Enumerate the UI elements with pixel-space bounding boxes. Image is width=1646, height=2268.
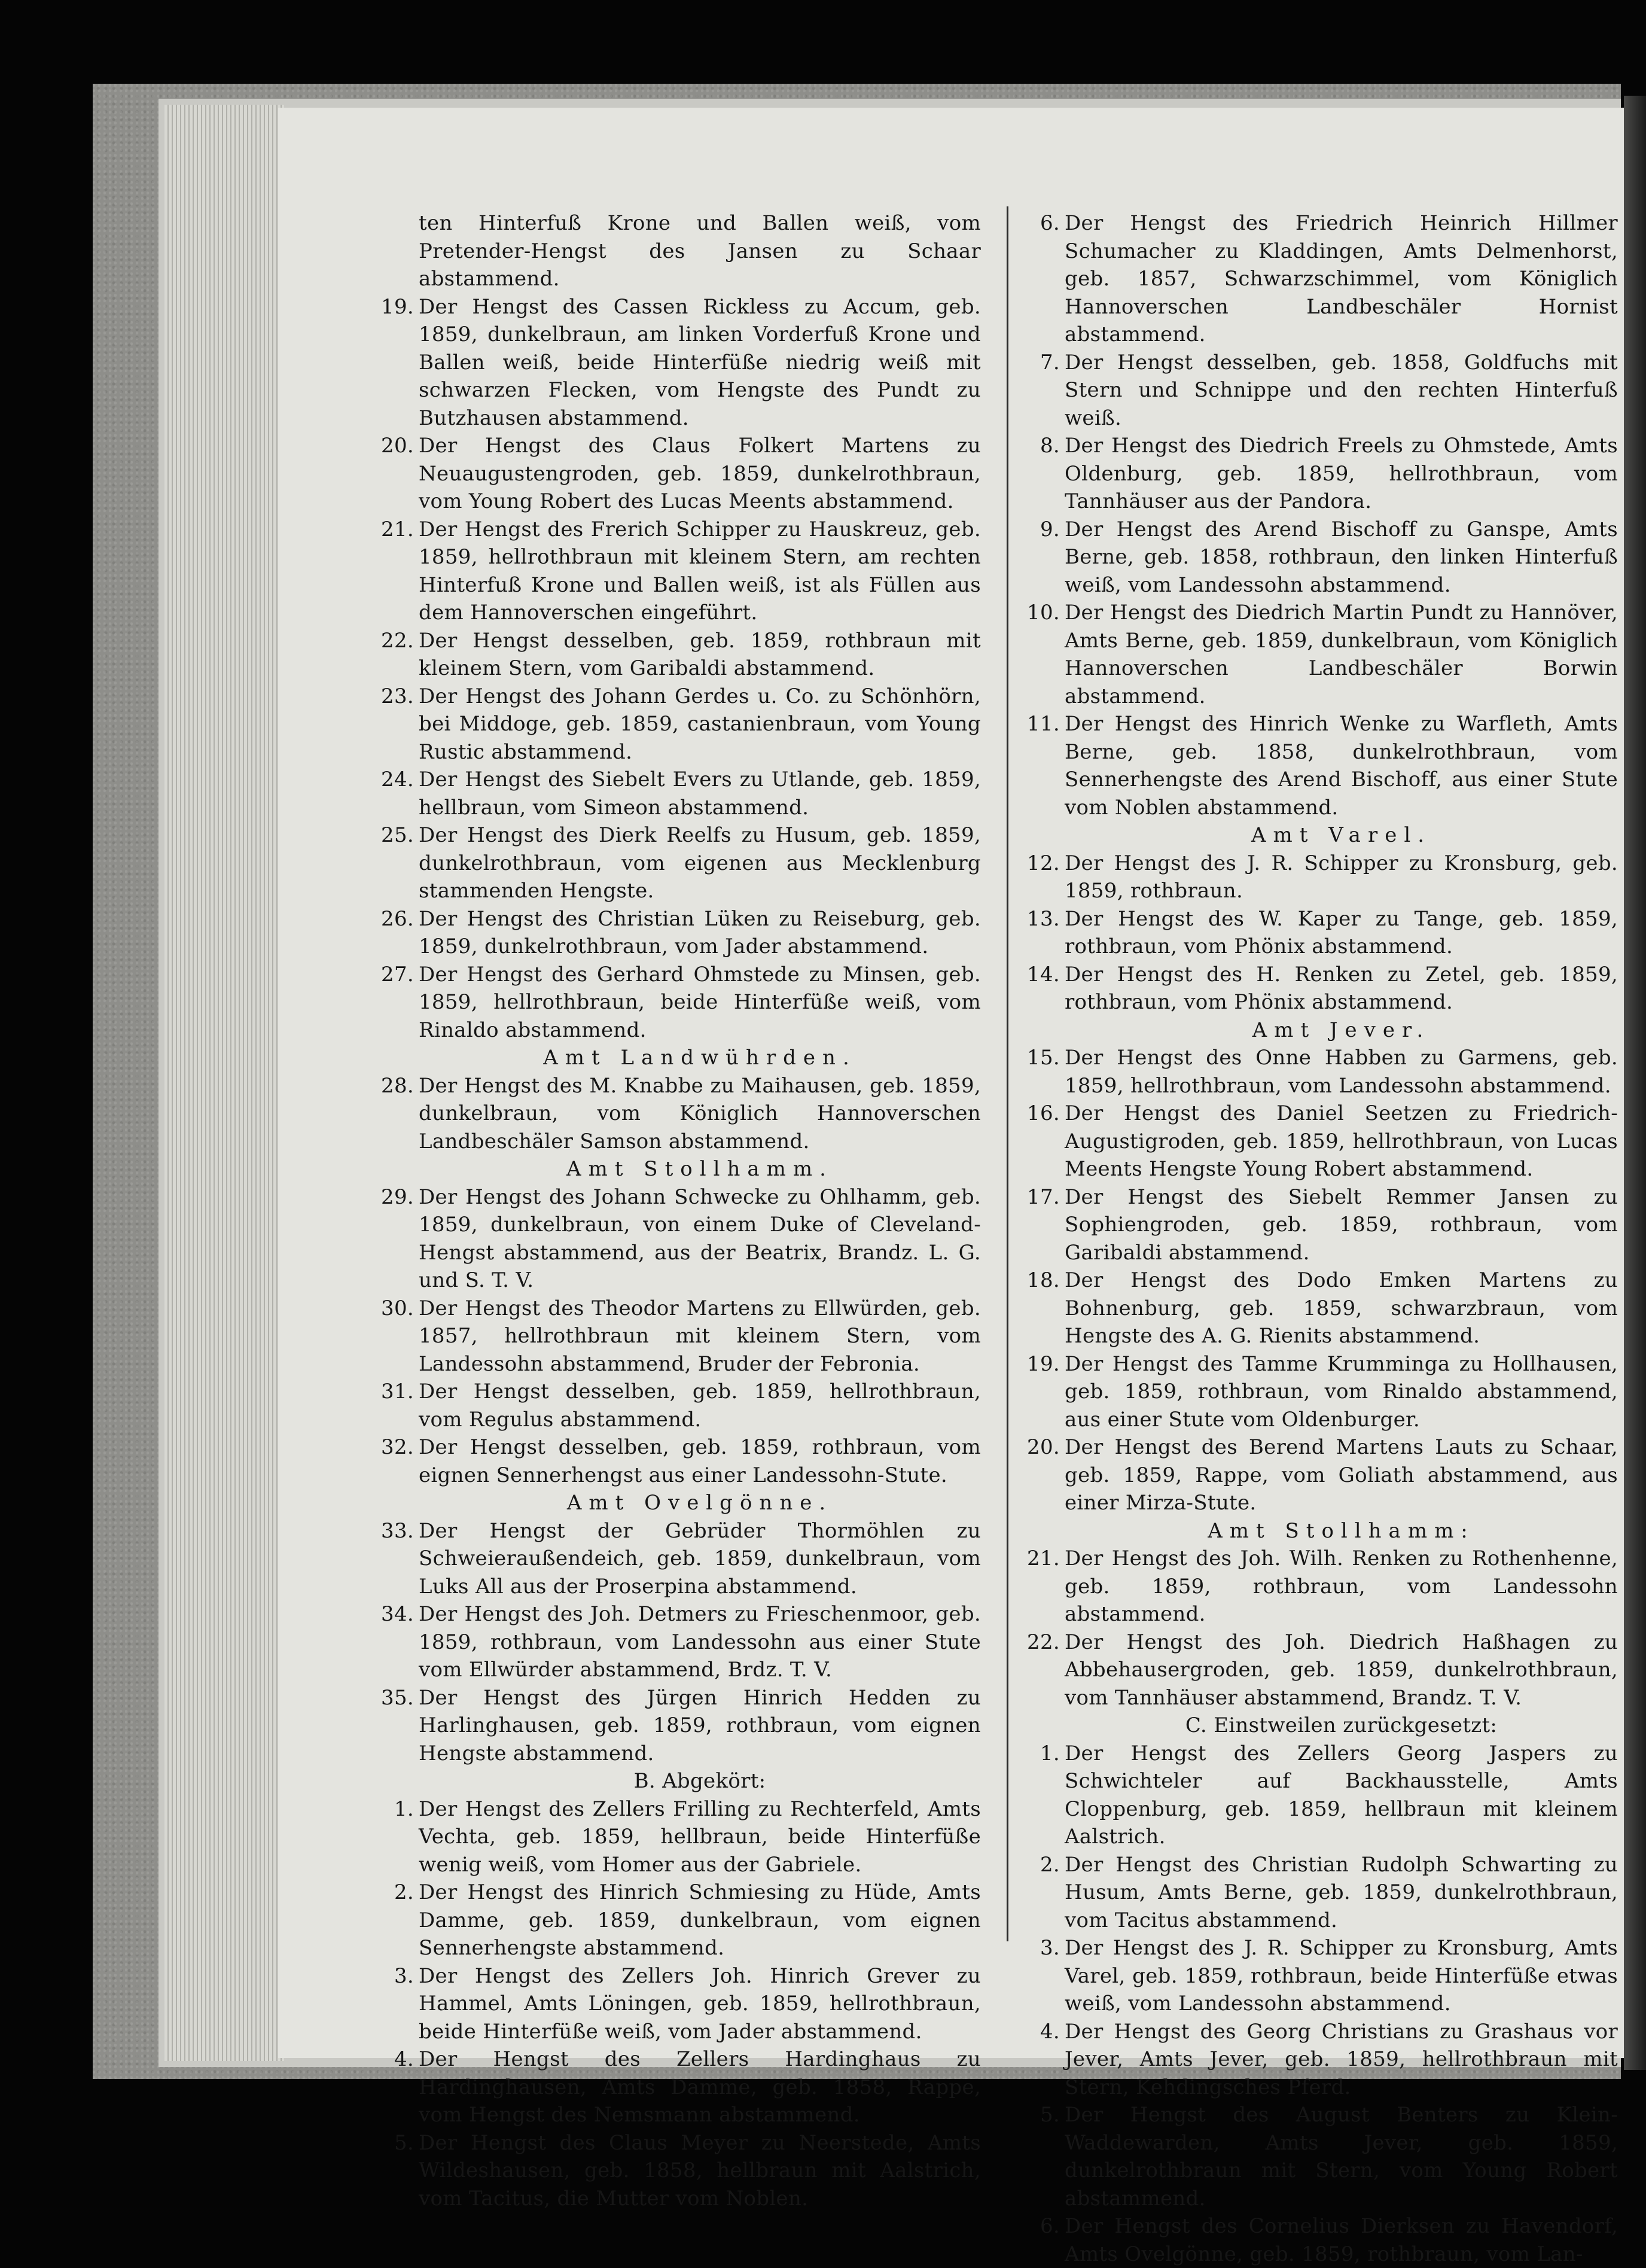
- entry-number: 2.: [1040, 1852, 1060, 1877]
- list-item: [377, 432, 981, 516]
- entry-number: 19.: [1027, 1351, 1060, 1376]
- entry-text: Der Hengst des Onne Habben zu Garmens, geb. 1859, hellrothbraun, vom Landessohn abstammend.: [1065, 1046, 1618, 1098]
- entry-number: 3.: [394, 1963, 414, 1988]
- entry-number: 28.: [381, 1073, 414, 1098]
- entry-number: 7.: [1040, 350, 1060, 375]
- list-item: [1023, 905, 1618, 961]
- list-item: [377, 905, 981, 961]
- entry-number: 21.: [381, 517, 414, 541]
- entry-text: Der Hengst des Siebelt Evers zu Utlande, geb. 1859, hellbraun, vom Simeon abstammend.: [419, 768, 981, 820]
- entry-text: Der Hengst des Frerich Schipper zu Hauskreuz, geb. 1859, hellrothbraun mit kleinem Stern, am rechten Hinterfuß Krone und Ballen weiß, ist als Füllen aus dem Hannoverschen eingeführt.: [419, 517, 981, 625]
- list-item: [1023, 850, 1618, 905]
- entry-text: Der Hengst des Johann Schwecke zu Ohlhamm, geb. 1859, dunkelbraun, von einem Duke of Cleveland-Hengst abstammend, aus der Beatrix, Brandz. L. G. und S. T. V.: [419, 1185, 981, 1292]
- entry-number: 5.: [394, 2130, 414, 2155]
- entry-text: Der Hengst des Cassen Rickless zu Accum, geb. 1859, dunkelbraun, am linken Vorderfuß Krone und Ballen weiß, beide Hinterfüße niedrig weiß mit schwarzen Flecken, vom Hengste des Pundt zu Butzhausen abstammend.: [419, 294, 981, 430]
- continued-text: ten Hinterfuß Krone und Ballen weiß, vom Pretender-Hengst des Jansen zu Schaar abstammend.: [419, 211, 981, 291]
- entry-number: 17.: [1027, 1185, 1060, 1209]
- entry-text: Der Hengst des Christian Rudolph Schwarting zu Husum, Amts Berne, geb. 1859, dunkelrothbraun, vom Tacitus abstammend.: [1065, 1852, 1618, 1932]
- entry-number: 34.: [381, 1602, 414, 1626]
- entry-number: 30.: [381, 1296, 414, 1320]
- entry-text: Der Hengst des Joh. Diedrich Haßhagen zu Abbehausergroden, geb. 1859, dunkelrothbraun, vom Tannhäuser abstammend, Brandz. T. V.: [1065, 1630, 1618, 1710]
- list-item: [377, 627, 981, 683]
- list-item: [1023, 1628, 1618, 1712]
- entry-number: 33.: [381, 1518, 414, 1543]
- list-item: [1023, 1044, 1618, 1100]
- right-column: [1023, 209, 1618, 2268]
- entry-number: 13.: [1027, 906, 1060, 931]
- entry-number: 6.: [1040, 211, 1060, 235]
- entry-number: 14.: [1027, 962, 1060, 987]
- list-item: [377, 516, 981, 627]
- entry-text: Der Hengst des Cornelius Dierksen zu Havendorf, Amts Ovelgönne, geb. 1859, rothbraun, vom Lan-: [1065, 2214, 1618, 2266]
- entry-text: Der Hengst der Gebrüder Thormöhlen zu Schweieraußendeich, geb. 1859, dunkelbraun, vom Luks All aus der Proserpina abstammend.: [419, 1518, 981, 1599]
- entry-text: Der Hengst des Jürgen Hinrich Hedden zu Harlinghausen, geb. 1859, rothbraun, vom eignen Hengste abstammend.: [419, 1685, 981, 1765]
- list-item: [1023, 1740, 1618, 1851]
- entry-number: 1.: [1040, 1741, 1060, 1765]
- list-item: [377, 1600, 981, 1684]
- entry-number: 2.: [394, 1880, 414, 1904]
- list-item: [1023, 2018, 1618, 2102]
- entry-text: Der Hengst des Claus Folkert Martens zu Neuaugustengroden, geb. 1859, dunkelrothbraun, vom Young Robert des Lucas Meents abstammend.: [419, 434, 981, 513]
- list-item: [1023, 1350, 1618, 1434]
- entry-text: Der Hengst des Diedrich Freels zu Ohmstede, Amts Oldenburg, geb. 1859, hellrothbraun, vom Tannhäuser aus der Pandora.: [1065, 434, 1618, 513]
- entry-text: Der Hengst des Gerhard Ohmstede zu Minsen, geb. 1859, hellrothbraun, beide Hinterfüße weiß, vom Rinaldo abstammend.: [419, 962, 981, 1042]
- list-item: [377, 1962, 981, 2046]
- district-heading: Amt Jever.: [1252, 1018, 1431, 1042]
- entry-number: 18.: [1027, 1268, 1060, 1292]
- district-heading: Amt Landwührden.: [543, 1046, 856, 1070]
- list-item: [377, 1433, 981, 1489]
- district-heading: Amt Ovelgönne.: [566, 1491, 833, 1515]
- list-item: [377, 1072, 981, 1156]
- entry-text: Der Hengst desselben, geb. 1859, rothbraun, vom eignen Sennerhengst aus einer Landessohn-Stute.: [419, 1435, 981, 1487]
- entry-text: Der Hengst des Arend Bischoff zu Ganspe, Amts Berne, geb. 1858, rothbraun, den linken Hinterfuß weiß, vom Landessohn abstammend.: [1065, 517, 1618, 597]
- entry-text: Der Hengst des Joh. Detmers zu Frieschenmoor, geb. 1859, rothbraun, vom Landessohn aus einer Stute vom Ellwürder abstammend, Brdz. T. V.: [419, 1602, 981, 1682]
- list-item: [1023, 209, 1618, 349]
- entry-text: Der Hengst des Dierk Reelfs zu Husum, geb. 1859, dunkelrothbraun, vom eigenen aus Mecklenburg stammenden Hengste.: [419, 823, 981, 903]
- entry-number: 23.: [381, 684, 414, 708]
- list-item: [377, 1879, 981, 1962]
- list-item: [377, 821, 981, 905]
- entry-text: Der Hengst des Hinrich Wenke zu Warfleth, Amts Berne, geb. 1858, dunkelrothbraun, vom Sennerhengste des Arend Bischoff, aus einer Stute vom Noblen abstammend.: [1065, 712, 1618, 820]
- list-item: [377, 1183, 981, 1295]
- entry-number: 8.: [1040, 434, 1060, 458]
- list-item: [377, 1517, 981, 1601]
- entry-text: Der Hengst desselben, geb. 1859, rothbraun mit kleinem Stern, vom Garibaldi abstammend.: [419, 628, 981, 680]
- entry-number: 25.: [381, 823, 414, 847]
- entry-number: 26.: [381, 906, 414, 931]
- list-item: [377, 2045, 981, 2129]
- entry-number: 6.: [1040, 2214, 1060, 2238]
- entry-number: 1.: [394, 1797, 414, 1821]
- list-item: [1023, 1433, 1618, 1517]
- list-item: [377, 1378, 981, 1433]
- entry-text: Der Hengst des Zellers Georg Jaspers zu Schwichteler auf Backhausstelle, Amts Cloppenburg, geb. 1859, hellbraun mit kleinem Aalstrich.: [1065, 1741, 1618, 1849]
- entry-number: 35.: [381, 1685, 414, 1710]
- list-item: [1023, 1934, 1618, 2018]
- entry-text: Der Hengst des H. Renken zu Zetel, geb. 1859, rothbraun, vom Phönix abstammend.: [1065, 962, 1618, 1014]
- list-item: [1023, 2101, 1618, 2212]
- list-item: [1023, 1545, 1618, 1628]
- entry-number: 15.: [1027, 1046, 1060, 1070]
- entry-text: Der Hengst des M. Knabbe zu Maihausen, geb. 1859, dunkelbraun, vom Königlich Hannoverschen Landbeschäler Samson abstammend.: [419, 1073, 981, 1153]
- entry-number: 22.: [381, 628, 414, 653]
- entry-text: Der Hengst des W. Kaper zu Tange, geb. 1859, rothbraun, vom Phönix abstammend.: [1065, 906, 1618, 958]
- list-item: [1023, 1267, 1618, 1350]
- list-item: [377, 1795, 981, 1879]
- list-item: [377, 766, 981, 821]
- entry-number: 19.: [381, 294, 414, 319]
- district-heading: Amt Varel.: [1251, 823, 1432, 847]
- entry-text: Der Hengst des Hinrich Schmiesing zu Hüde, Amts Damme, geb. 1859, dunkelbraun, vom eignen Sennerhengste abstammend.: [419, 1880, 981, 1960]
- entry-number: 20.: [1027, 1435, 1060, 1459]
- entry-number: 27.: [381, 962, 414, 987]
- entry-text: Der Hengst des Zellers Hardinghaus zu Hardinghausen, Amts Damme, geb. 1858, Rappe, vom Hengst des Nemsmann abstammend.: [419, 2047, 981, 2127]
- entry-number: 11.: [1027, 712, 1060, 736]
- entry-text: Der Hengst des Diedrich Martin Pundt zu Hannöver, Amts Berne, geb. 1859, dunkelbraun, vom Königlich Hannoverschen Landbeschäler Borwin abstammend.: [1065, 601, 1618, 708]
- list-item: [1023, 1851, 1618, 1935]
- list-item: [377, 293, 981, 433]
- list-item: [1023, 2212, 1618, 2268]
- page-edges: [164, 105, 284, 2061]
- entry-text: Der Hengst des Zellers Frilling zu Rechterfeld, Amts Vechta, geb. 1859, hellbraun, beide Hinterfüße wenig weiß, vom Homer aus der Gabriele.: [419, 1797, 981, 1877]
- entry-text: Der Hengst des Tamme Krumminga zu Hollhausen, geb. 1859, rothbraun, vom Rinaldo abstammend, aus einer Stute vom Oldenburger.: [1065, 1351, 1618, 1432]
- entry-text: Der Hengst des J. R. Schipper zu Kronsburg, Amts Varel, geb. 1859, rothbraun, beide Hinterfüße etwas weiß, vom Landessohn abstammend.: [1065, 1936, 1618, 2016]
- entry-number: 32.: [381, 1435, 414, 1459]
- entry-number: 16.: [1027, 1101, 1060, 1125]
- entry-number: 4.: [1040, 2019, 1060, 2044]
- entry-text: Der Hengst des Zellers Joh. Hinrich Grever zu Hammel, Amts Löningen, geb. 1859, hellrothbraun, beide Hinterfüße weiß, vom Jader abstammend.: [419, 1963, 981, 2044]
- list-item: [377, 2129, 981, 2213]
- entry-text: Der Hengst des J. R. Schipper zu Kronsburg, geb. 1859, rothbraun.: [1065, 851, 1618, 903]
- section-heading: C. Einstweilen zurückgesetzt:: [1185, 1713, 1498, 1737]
- book-spine-edge: [1624, 96, 1646, 2070]
- list-item: [1023, 516, 1618, 599]
- entry-number: 5.: [1040, 2103, 1060, 2127]
- list-item: [1023, 599, 1618, 710]
- list-item: [1023, 349, 1618, 433]
- list-item: [1023, 432, 1618, 516]
- entry-text: Der Hengst des Friedrich Heinrich Hillmer Schumacher zu Kladdingen, Amts Delmenhorst, geb. 1857, Schwarzschimmel, vom Königlich Hannoverschen Landbeschäler Hornist abstammend.: [1065, 211, 1618, 346]
- entry-text: Der Hengst desselben, geb. 1858, Goldfuchs mit Stern und Schnippe und den rechten Hinterfuß weiß.: [1065, 350, 1618, 430]
- entry-text: Der Hengst desselben, geb. 1859, hellrothbraun, vom Regulus abstammend.: [419, 1380, 981, 1432]
- entry-number: 3.: [1040, 1936, 1060, 1960]
- list-item: [1023, 1100, 1618, 1183]
- entry-number: 24.: [381, 768, 414, 791]
- entry-number: 9.: [1040, 517, 1060, 541]
- list-item: [377, 683, 981, 766]
- entry-text: Der Hengst des Georg Christians zu Grashaus vor Jever, Amts Jever, geb. 1859, hellrothbraun mit Stern, Kehdingsches Pferd.: [1065, 2019, 1618, 2099]
- list-item: [377, 1684, 981, 1768]
- list-item: [1023, 961, 1618, 1016]
- entry-text: Der Hengst des Christian Lüken zu Reiseburg, geb. 1859, dunkelrothbraun, vom Jader abstammend.: [419, 906, 981, 958]
- entry-text: Der Hengst des Claus Meyer zu Neerstede, Amts Wildeshausen, geb. 1858, hellbraun mit Aalstrich, vom Tacitus, die Mutter vom Noblen.: [419, 2130, 981, 2211]
- entry-number: 10.: [1027, 601, 1060, 625]
- entry-number: 12.: [1027, 851, 1060, 875]
- entry-text: Der Hengst des Theodor Martens zu Ellwürden, geb. 1857, hellrothbraun mit kleinem Stern, vom Landessohn abstammend, Bruder der Febronia.: [419, 1296, 981, 1376]
- entry-number: 22.: [1027, 1630, 1060, 1654]
- entry-number: 20.: [381, 434, 414, 458]
- left-column: [377, 209, 981, 2212]
- entry-text: Der Hengst des Joh. Wilh. Renken zu Rothenhenne, geb. 1859, rothbraun, vom Landessohn abstammend.: [1065, 1546, 1618, 1626]
- list-item: [377, 1295, 981, 1378]
- entry-number: 29.: [381, 1185, 414, 1209]
- entry-text: Der Hengst des Dodo Emken Martens zu Bohnenburg, geb. 1859, schwarzbraun, vom Hengste des A. G. Rienits abstammend.: [1065, 1268, 1618, 1348]
- list-item: [377, 961, 981, 1045]
- entry-text: Der Hengst des Berend Martens Lauts zu Schaar, geb. 1859, Rappe, vom Goliath abstammend, aus einer Mirza-Stute.: [1065, 1435, 1618, 1515]
- section-heading: B. Abgekört:: [633, 1769, 766, 1793]
- district-heading: Amt Stollhamm:: [1208, 1518, 1475, 1543]
- entry-text: Der Hengst des Siebelt Remmer Jansen zu Sophiengroden, geb. 1859, rothbraun, vom Garibaldi abstammend.: [1065, 1185, 1618, 1265]
- list-item: [1023, 1183, 1618, 1267]
- entry-text: Der Hengst des August Benters zu Klein-Waddewarden, Amts Jever, geb. 1859, dunkelrothbraun mit Stern, vom Young Robert abstammend.: [1065, 2103, 1618, 2211]
- list-item: [1023, 710, 1618, 821]
- entry-text: Der Hengst des Daniel Seetzen zu Friedrich-Augustigroden, geb. 1859, hellrothbraun, von Lucas Meents Hengste Young Robert abstammend.: [1065, 1101, 1618, 1181]
- entry-number: 4.: [394, 2047, 414, 2071]
- column-divider: [1007, 206, 1008, 1941]
- entry-text: Der Hengst des Johann Gerdes u. Co. zu Schönhörn, bei Middoge, geb. 1859, castanienbraun, vom Young Rustic abstammend.: [419, 684, 981, 764]
- entry-number: 31.: [381, 1380, 414, 1404]
- district-heading: Amt Stollhamm.: [566, 1157, 833, 1181]
- entry-number: 21.: [1027, 1546, 1060, 1570]
